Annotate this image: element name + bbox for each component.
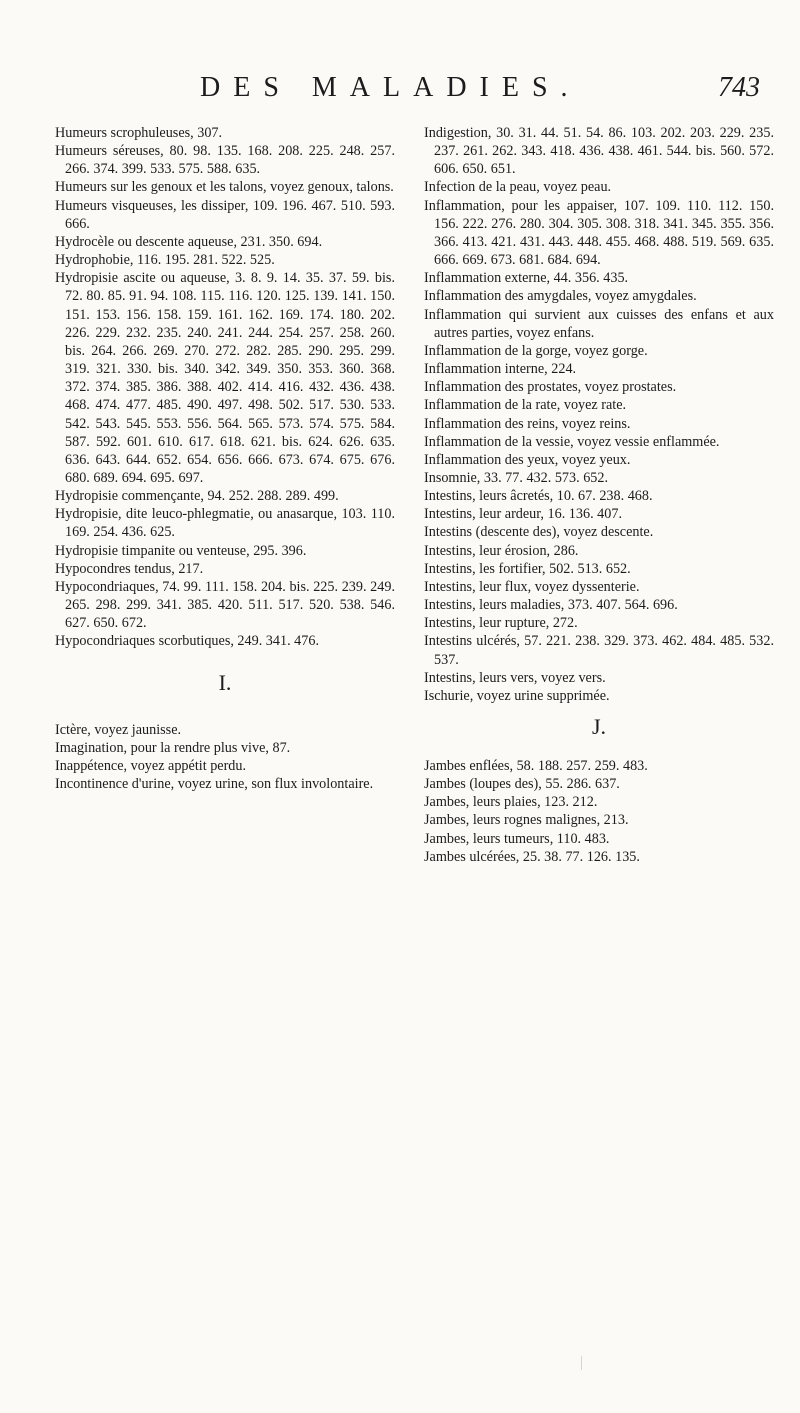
index-entry: Inflammation interne, 224. — [424, 361, 577, 378]
index-entry: Hydrophobie, 116. 195. 281. 522. 525. — [55, 252, 275, 269]
index-entry: Inflammation de la vessie, voyez vessie enflammée. — [424, 433, 720, 450]
index-entry: Hydropisie, dite leuco-phlegmatie, ou anasarque, 103. 110. 169. 254. 436. 625. — [55, 506, 395, 541]
index-entry: Inflammation des reins, voyez reins. — [424, 415, 631, 432]
entries-i — [55, 721, 395, 794]
index-entry: Intestins ulcérés, 57. 221. 238. 329. 373. 462. 484. 485. 532. 537. — [424, 633, 774, 668]
running-header — [160, 72, 760, 112]
index-entry: Intestins (descente des), voyez descente. — [424, 524, 654, 541]
index-entry: Hypocondriaques, 74. 99. 111. 158. 204. bis. 225. 239. 249. 265. 298. 299. 341. 385. 420. 511. 517. 520. 538. 546. 627. 650. 672. — [55, 578, 395, 632]
index-entry: Hypocondriaques scorbutiques, 249. 341. 476. — [55, 633, 320, 650]
section-letter-j: J. — [591, 714, 607, 739]
index-entry: Hydropisie commençante, 94. 252. 288. 289. 499. — [55, 488, 339, 505]
index-entry: Jambes (loupes des), 55. 286. 637. — [424, 776, 620, 793]
entries-i-cont — [424, 124, 774, 705]
index-entry: Inflammation de la gorge, voyez gorge. — [424, 342, 648, 359]
left-column — [55, 124, 395, 793]
index-entry: Jambes, leurs rognes malignes, 213. — [424, 812, 629, 829]
index-entry: Intestins, leurs maladies, 373. 407. 564. 696. — [424, 597, 678, 614]
index-entry: Hydrocèle ou descente aqueuse, 231. 350. 694. — [55, 233, 323, 250]
index-entry: Imagination, pour la rendre plus vive, 87. — [55, 739, 291, 756]
index-entry: Jambes ulcérées, 25. 38. 77. 126. 135. — [424, 848, 640, 865]
index-entry: Humeurs visqueuses, les dissiper, 109. 196. 467. 510. 593. 666. — [55, 197, 395, 232]
index-entry: Inflammation des yeux, voyez yeux. — [424, 451, 631, 468]
page-mark — [581, 1356, 582, 1370]
index-entry: Inflammation des amygdales, voyez amygdales. — [424, 288, 697, 305]
index-entry: Intestins, leur flux, voyez dyssenterie. — [424, 578, 640, 595]
index-entry: Ischurie, voyez urine supprimée. — [424, 687, 610, 704]
right-column — [424, 124, 774, 866]
index-entry: Ictère, voyez jaunisse. — [55, 721, 182, 738]
index-entry: Hydropisie ascite ou aqueuse, 3. 8. 9. 14. 35. 37. 59. bis. 72. 80. 85. 91. 94. 108. 115. 116. 120. 125. 139. 141. 150. 151. 153. 156. 158. 159. 161. 162. 169. 174. 180. 202. 226. 229. 232. 235. 240. 241. 244. 254. 257. 258. 260. bis. 264. 266. 269. 270. 272. 282. 285. 290. 295. 299. 319. 321. 330. bis. 340. 342. 349. 350. 353. 360. 368. 372. 374. 385. 386. 388. 402. 414. 416. 432. 436. 438. 468. 474. 477. 485. 490. 497. 498. 502. 517. 530. 533. 542. 543. 545. 553. 556. 564. 565. 573. 574. 575. 584. 587. 592. 601. 610. 617. 618. 621. bis. 624. 626. 635. 636. 643. 644. 652. 654. 656. 666. 673. 674. 675. 676. 680. 689. 694. 695. 697. — [55, 270, 395, 486]
index-entry: Infection de la peau, voyez peau. — [424, 179, 612, 196]
index-entry: Intestins, leurs vers, voyez vers. — [424, 669, 606, 686]
index-entry: Indigestion, 30. 31. 44. 51. 54. 86. 103. 202. 203. 229. 235. 237. 261. 262. 343. 418. 436. 438. 461. 544. bis. 560. 572. 606. 650. 651. — [424, 125, 774, 178]
index-entry: Inflammation des prostates, voyez prostates. — [424, 379, 677, 396]
index-entry: Intestins, leur ardeur, 16. 136. 407. — [424, 506, 623, 523]
entries-h — [55, 124, 395, 651]
index-entry: Intestins, leurs âcretés, 10. 67. 238. 468. — [424, 488, 653, 505]
page-number: 743 — [718, 72, 760, 103]
index-entry: Insomnie, 33. 77. 432. 573. 652. — [424, 469, 609, 486]
index-entry: Intestins, leur rupture, 272. — [424, 615, 578, 632]
index-entry: Jambes, leurs tumeurs, 110. 483. — [424, 830, 610, 847]
index-entry: Humeurs séreuses, 80. 98. 135. 168. 208. 225. 248. 257. 266. 374. 399. 533. 575. 588. 635. — [55, 143, 395, 178]
index-entry: Inflammation de la rate, voyez rate. — [424, 397, 627, 414]
index-entry: Inflammation qui survient aux cuisses des enfans et aux autres parties, voyez enfans. — [424, 306, 774, 341]
running-title: DES MALADIES. — [200, 72, 581, 103]
section-letter-i: I. — [218, 669, 232, 695]
index-entry: Humeurs scrophuleuses, 307. — [55, 125, 223, 141]
index-entry: Inflammation, pour les appaiser, 107. 109. 110. 112. 150. 156. 222. 276. 280. 304. 305. 308. 318. 341. 345. 355. 356. 366. 413. 421. 431. 443. 448. 455. 468. 488. 519. 569. 635. 666. 669. 673. 681. 684. 694. — [424, 197, 774, 269]
index-entry: Intestins, les fortifier, 502. 513. 652. — [424, 560, 631, 577]
index-entry: Jambes enflées, 58. 188. 257. 259. 483. — [424, 758, 648, 774]
index-entry: Humeurs sur les genoux et les talons, voyez genoux, talons. — [55, 179, 394, 196]
entries-j — [424, 757, 774, 866]
index-entry: Incontinence d'urine, voyez urine, son flux involontaire. — [55, 776, 374, 792]
index-entry: Inappétence, voyez appétit perdu. — [55, 757, 247, 774]
index-entry: Inflammation externe, 44. 356. 435. — [424, 270, 629, 287]
index-entry: Intestins, leur érosion, 286. — [424, 542, 579, 559]
index-entry: Jambes, leurs plaies, 123. 212. — [424, 794, 598, 811]
index-entry: Hypocondres tendus, 217. — [55, 560, 204, 577]
index-entry: Hydropisie timpanite ou venteuse, 295. 396. — [55, 542, 307, 559]
